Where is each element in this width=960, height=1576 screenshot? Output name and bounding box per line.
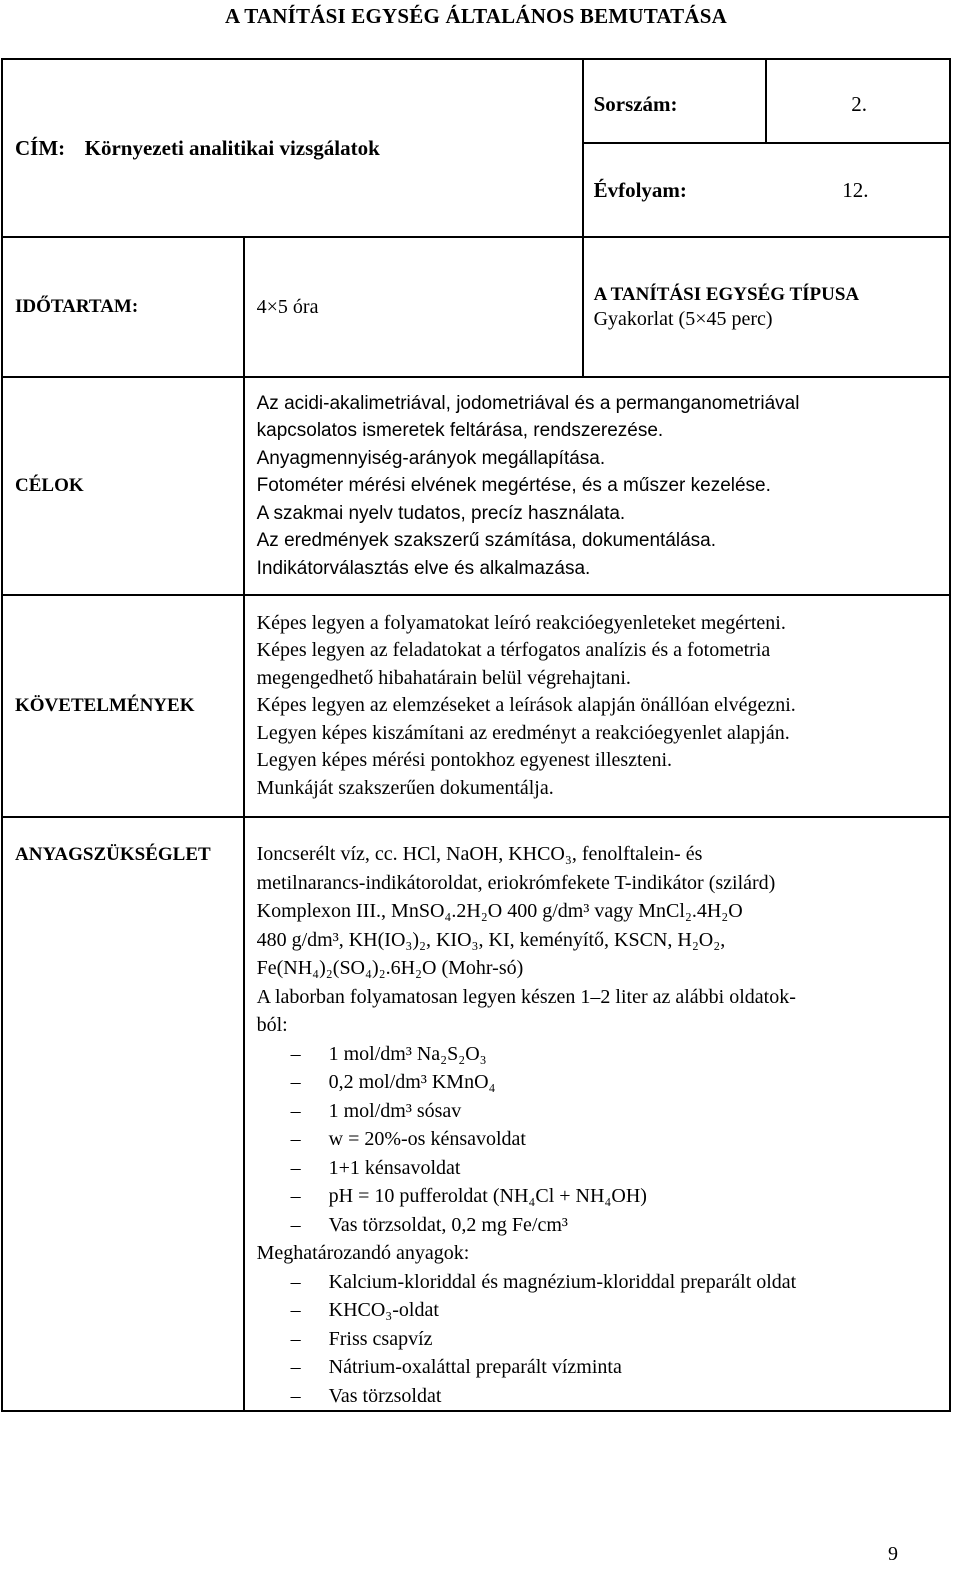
sample-item (257, 1296, 939, 1325)
solution-text: pH = 10 pufferoldat (NH₄Cl + NH₄OH) (328, 1185, 647, 1207)
anyag-line: 480 g/dm³, KH(IO₃)₂, KIO₃, KI, keményítő, KSCN, H₂O₂, (256, 928, 726, 951)
anyag-line: ból: (256, 1014, 288, 1036)
solution-text: Vas törzsoldat, 0,2 mg Fe/cm³ (328, 1213, 568, 1236)
celok-line: kapcsolatos ismeretek feltárása, rendszerezése. (256, 420, 664, 442)
anyagszukseglet-label: ANYAGSZÜKSÉGLET (15, 844, 211, 865)
celok-line: Az acidi-akalimetriával, jodometriával és a permanganometriával (256, 392, 800, 414)
dash-bullet: – (290, 1042, 301, 1065)
sample-text: Vas törzsoldat (328, 1384, 442, 1407)
celok-label: CÉLOK (15, 475, 84, 496)
solution-item (257, 1182, 939, 1211)
kovetelmeny-line: megengedhető hibahatárain belül végrehajtani. (256, 666, 631, 689)
dash-bullet: – (290, 1156, 301, 1179)
kovetelmeny-line: Képes legyen az feladatokat a térfogatos analízis és a fotometria (256, 639, 771, 662)
sample-text: KHCO₃-oldat (328, 1299, 439, 1321)
anyagszukseglet-row (2, 817, 950, 1411)
kovetelmenyek-list (257, 610, 939, 803)
page-title: A TANÍTÁSI EGYSÉG ÁLTALÁNOS BEMUTATÁSA (224, 4, 727, 28)
kovetelmenyek-label: KÖVETELMÉNYEK (15, 695, 195, 716)
celok-content-cell (244, 377, 950, 595)
sorszam-value: 2. (851, 91, 868, 116)
tipus-value: Gyakorlat (5×45 perc) (593, 307, 773, 330)
kovetelmenyek-row (2, 595, 950, 817)
idotartam-value-cell (244, 237, 583, 377)
cim-label: CÍM: (15, 135, 66, 160)
evfolyam-label: Évfolyam: (593, 177, 687, 202)
sample-item (257, 1382, 939, 1411)
celok-line: Indikátorválasztás elve és alkalmazása. (256, 557, 591, 579)
title-row (2, 59, 950, 143)
idotartam-row (2, 237, 950, 377)
solution-item (257, 1068, 939, 1097)
celok-list (257, 390, 939, 583)
anyagszukseglet-label-cell (2, 817, 244, 1411)
dash-bullet: – (290, 1327, 301, 1350)
kovetelmeny-line: Munkáját szakszerűen dokumentálja. (256, 776, 554, 799)
solution-item (257, 1125, 939, 1154)
sorszam-value-cell (766, 59, 950, 143)
anyag-line: Fe(NH₄)₂(SO₄)₂.6H₂O (Mohr-só) (256, 957, 524, 979)
sample-text: Nátrium-oxaláttal preparált vízminta (328, 1356, 622, 1378)
solution-item (257, 1211, 939, 1240)
dash-bullet: – (290, 1270, 301, 1293)
sample-item (257, 1353, 939, 1382)
solution-item (257, 1097, 939, 1126)
kovetelmeny-line: Képes legyen az elemzéseket a leírások alapján önállóan elvégezni. (256, 694, 796, 717)
kovetelmenyek-label-cell (2, 595, 244, 817)
dash-bullet: – (290, 1384, 301, 1407)
sample-text: Kalcium-kloriddal és magnézium-kloriddal preparált oldat (328, 1270, 797, 1293)
idotartam-value: 4×5 óra (256, 295, 319, 318)
idotartam-label: IDŐTARTAM: (15, 296, 139, 317)
evfolyam-value: 12. (842, 177, 869, 202)
meghatarozando-label: Meghatározandó anyagok: (256, 1242, 470, 1264)
kovetelmeny-line: Képes legyen a folyamatokat leíró reakcióegyenleteket megérteni. (256, 611, 786, 634)
tipus-label: A TANÍTÁSI EGYSÉG TÍPUSA (593, 283, 860, 305)
kovetelmeny-line: Legyen képes mérési pontokhoz egyenest illeszteni. (256, 749, 673, 772)
celok-label-cell (2, 377, 244, 595)
anyagszukseglet-content (257, 840, 939, 1410)
solution-text: 1 mol/dm³ sósav (328, 1099, 462, 1122)
evfolyam-value-cell (766, 143, 950, 237)
celok-line: Fotométer mérési elvének megértése, és a műszer kezelése. (256, 475, 771, 497)
dash-bullet: – (290, 1213, 301, 1236)
anyag-line: metilnarancs-indikátoroldat, eriokrómfekete T-indikátor (szilárd) (256, 871, 776, 894)
dash-bullet: – (290, 1128, 301, 1150)
solution-item (257, 1040, 939, 1069)
sorszam-label-cell (583, 59, 767, 143)
tipus-cell (583, 237, 950, 377)
dash-bullet: – (290, 1356, 301, 1378)
anyag-line: A laborban folyamatosan legyen készen 1–2 liter az alábbi oldatok- (256, 985, 796, 1008)
celok-line: Az eredmények szakszerű számítása, dokumentálása. (256, 530, 717, 552)
dash-bullet: – (290, 1071, 301, 1093)
celok-line: A szakmai nyelv tudatos, precíz használata. (256, 502, 626, 524)
sample-text: Friss csapvíz (328, 1327, 433, 1350)
lesson-overview-table (1, 58, 951, 1412)
dash-bullet: – (290, 1099, 301, 1122)
solution-text: 1+1 kénsavoldat (328, 1156, 461, 1179)
evfolyam-label-cell (583, 143, 767, 237)
solution-text: w = 20%-os kénsavoldat (328, 1128, 526, 1150)
anyag-line: Ioncserélt víz, cc. HCl, NaOH, KHCO₃, fenolftalein- és (256, 843, 703, 865)
solution-item (257, 1154, 939, 1183)
sample-item (257, 1325, 939, 1354)
kovetelmeny-line: Legyen képes kiszámítani az eredményt a reakcióegyenlet alapján. (256, 721, 790, 744)
celok-row (2, 377, 950, 595)
sorszam-label: Sorszám: (593, 91, 678, 116)
cim-cell (2, 59, 583, 237)
solution-text: 1 mol/dm³ Na₂S₂O₃ (328, 1042, 487, 1065)
page-number: 9 (888, 1543, 898, 1565)
anyag-line: Komplexon III., MnSO₄.2H₂O 400 g/dm³ vagy MnCl₂.4H₂O (256, 900, 743, 922)
solution-text: 0,2 mol/dm³ KMnO₄ (328, 1071, 496, 1093)
idotartam-label-cell (2, 237, 244, 377)
dash-bullet: – (290, 1299, 301, 1321)
cim-value: Környezeti analitikai vizsgálatok (84, 135, 380, 160)
anyagszukseglet-content-cell (244, 817, 950, 1411)
sample-item (257, 1268, 939, 1297)
celok-line: Anyagmennyiség-arányok megállapítása. (256, 447, 606, 469)
kovetelmenyek-content-cell (244, 595, 950, 817)
dash-bullet: – (290, 1185, 301, 1207)
